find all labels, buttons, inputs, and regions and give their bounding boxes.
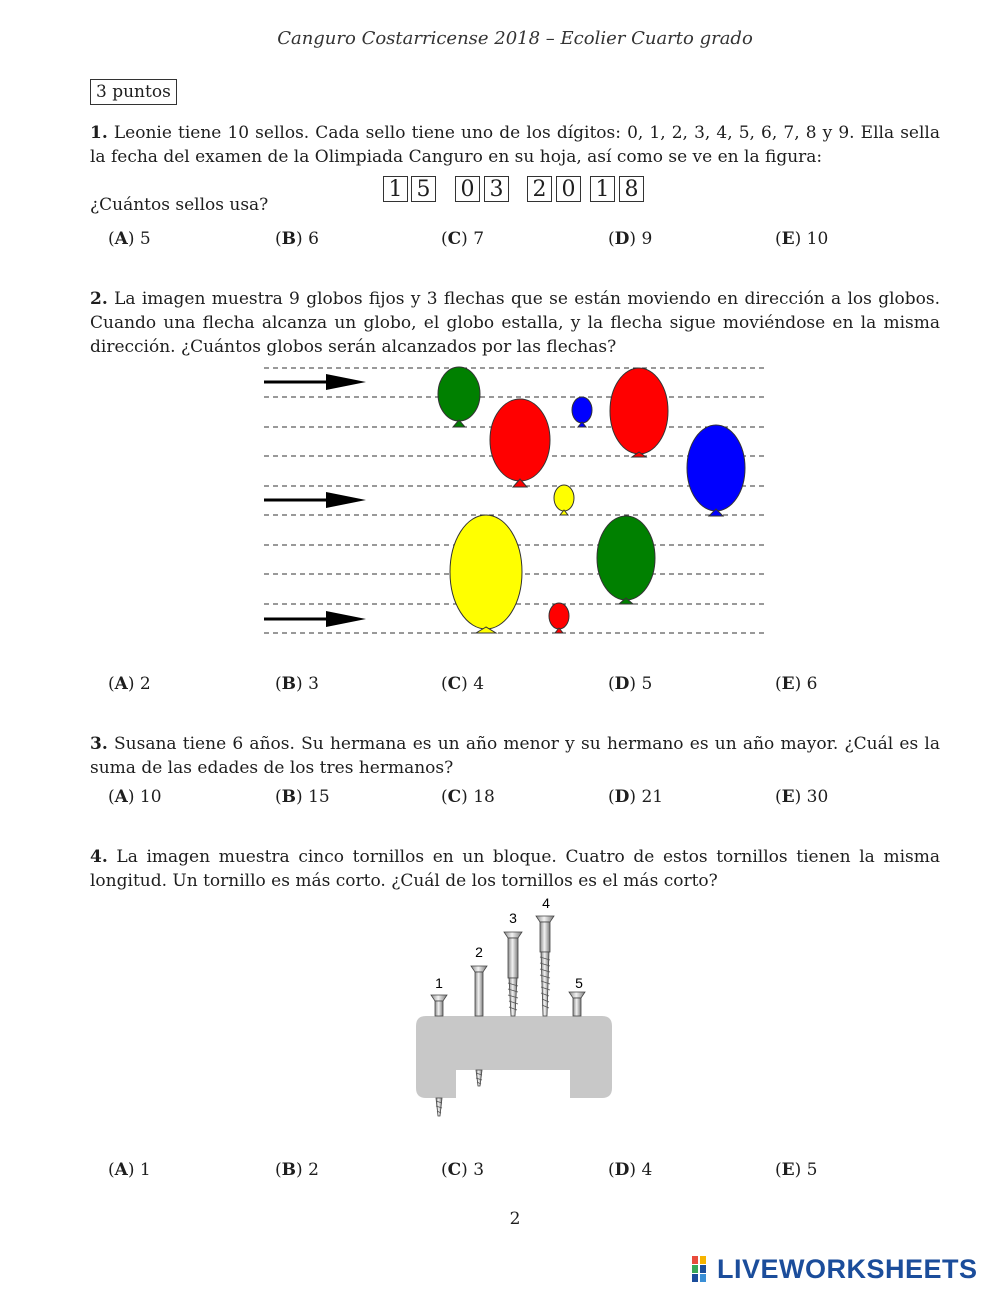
arrow [264, 374, 366, 390]
screw-label: 1 [435, 975, 443, 991]
screw-label: 2 [475, 944, 483, 960]
stamp: 5 [411, 176, 436, 202]
question-1 [90, 121, 940, 169]
balloon [610, 368, 668, 457]
balloon [490, 399, 550, 487]
stamp: 3 [484, 176, 509, 202]
screw [536, 916, 554, 1016]
option-c[interactable]: (C) 4 [441, 674, 485, 694]
question-number: 1. [90, 123, 108, 143]
logo-text: LIVEWORKSHEETS [717, 1254, 978, 1284]
screw [504, 932, 522, 1016]
question-text: La imagen muestra cinco tornillos en un bloque. Cuatro de estos tornillos tienen la misma longitud. Un tornillo es más corto. ¿Cuál de los tornillos es el más corto? [90, 847, 940, 891]
block [416, 1016, 612, 1098]
answer-options [108, 787, 958, 813]
screws-figure [400, 890, 630, 1125]
stamp: 2 [527, 176, 552, 202]
balloon [549, 603, 569, 633]
option-e[interactable]: (E) 5 [775, 1160, 818, 1180]
question-text: Susana tiene 6 años. Su hermana es un año menor y su hermano es un año mayor. ¿Cuál es la suma de las edades de los tres hermanos? [90, 734, 940, 778]
balloon-figure [260, 360, 770, 640]
balloon [572, 397, 592, 427]
option-d[interactable]: (D) 4 [608, 1160, 653, 1180]
question-3 [90, 732, 940, 780]
stamp: 1 [383, 176, 408, 202]
option-b[interactable]: (B) 6 [275, 229, 319, 249]
question-2 [90, 287, 940, 359]
page-header: Canguro Costarricense 2018 – Ecolier Cuarto grado [277, 28, 753, 49]
screw-label: 5 [575, 975, 583, 991]
question-number: 3. [90, 734, 108, 754]
stamp: 0 [556, 176, 581, 202]
question-prompt: ¿Cuántos sellos usa? [90, 195, 269, 215]
arrow [264, 492, 366, 508]
stamp: 1 [590, 176, 615, 202]
question-number: 4. [90, 847, 108, 867]
balloon [450, 515, 522, 633]
option-a[interactable]: (A) 2 [108, 674, 151, 694]
balloon [438, 367, 480, 427]
option-b[interactable]: (B) 3 [275, 674, 319, 694]
balloon [687, 425, 745, 516]
question-number: 2. [90, 289, 108, 309]
option-d[interactable]: (D) 5 [608, 674, 653, 694]
question-4 [90, 845, 940, 893]
question-text: La imagen muestra 9 globos fijos y 3 flechas que se están moviendo en dirección a los globos. Cuando una flecha alcanza un globo, el globo estalla, y la flecha sigue moviéndose en la misma dirección. ¿Cuántos globos serán alcanzados por las flechas? [90, 289, 941, 357]
option-a[interactable]: (A) 5 [108, 229, 151, 249]
stamp: 8 [619, 176, 644, 202]
logo-icon [692, 1256, 714, 1282]
arrow [264, 611, 366, 627]
option-d[interactable]: (D) 21 [608, 787, 664, 807]
screw-label: 3 [509, 910, 517, 926]
page-number: 2 [509, 1209, 521, 1229]
option-c[interactable]: (C) 18 [441, 787, 495, 807]
stamp: 0 [455, 176, 480, 202]
screw [569, 992, 585, 1016]
option-c[interactable]: (C) 3 [441, 1160, 485, 1180]
option-a[interactable]: (A) 1 [108, 1160, 151, 1180]
option-e[interactable]: (E) 30 [775, 787, 829, 807]
section-label: 3 puntos [90, 79, 177, 105]
option-d[interactable]: (D) 9 [608, 229, 653, 249]
option-b[interactable]: (B) 15 [275, 787, 330, 807]
balloon [554, 485, 574, 515]
answer-options [108, 1160, 958, 1186]
option-b[interactable]: (B) 2 [275, 1160, 319, 1180]
option-e[interactable]: (E) 6 [775, 674, 818, 694]
answer-options [108, 229, 958, 255]
answer-options [108, 674, 958, 700]
option-e[interactable]: (E) 10 [775, 229, 829, 249]
option-a[interactable]: (A) 10 [108, 787, 162, 807]
screw-label: 4 [542, 895, 550, 911]
balloon [597, 516, 655, 604]
question-text: Leonie tiene 10 sellos. Cada sello tiene uno de los dígitos: 0, 1, 2, 3, 4, 5, 6, 7, 8 y 9. Ella sella la fecha del examen de la Olimpiada Canguro en su hoja, así como se ve en la figura: [90, 123, 940, 167]
option-c[interactable]: (C) 7 [441, 229, 485, 249]
